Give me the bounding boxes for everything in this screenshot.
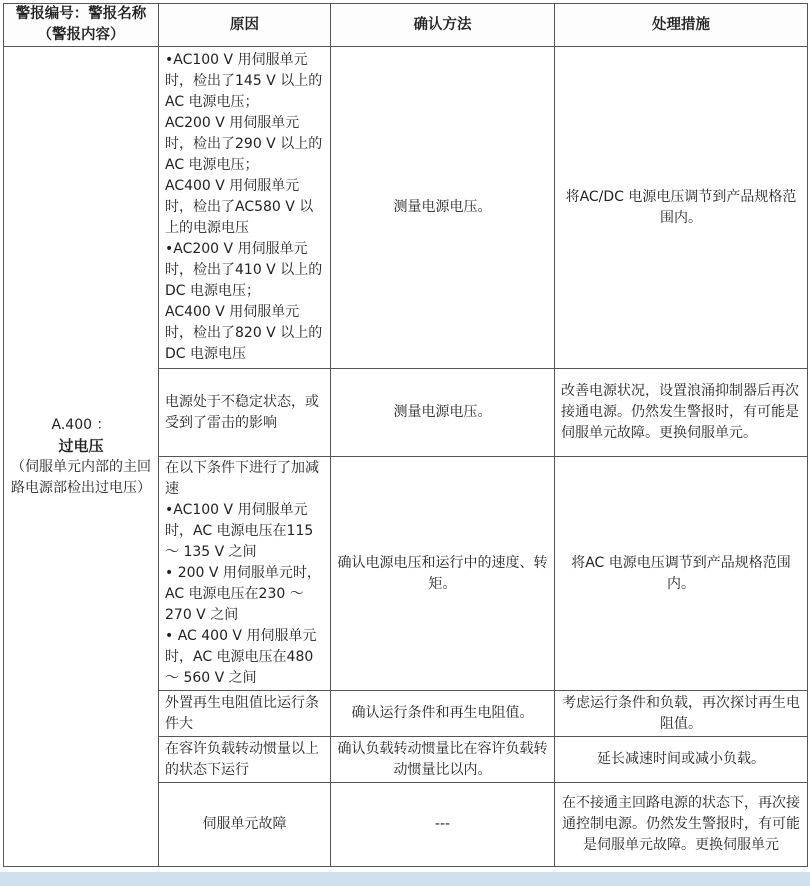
check-cell: 测量电源电压。	[331, 369, 555, 457]
alarm-cell	[4, 47, 159, 867]
bottom-band	[0, 872, 810, 886]
action-cell: 考虑运行条件和负载，再次探讨再生电阻值。	[555, 691, 808, 737]
action-cell: 将AC/DC 电源电压调节到产品规格范围内。	[555, 47, 808, 369]
cause-cell: 电源处于不稳定状态，或受到了雷击的影响	[159, 369, 331, 457]
action-cell: 改善电源状况，设置浪涌抑制器后再次接通电源。仍然发生警报时，有可能是伺服单元故障。更换伺服单元。	[555, 369, 808, 457]
check-cell: 确认电源电压和运行中的速度、转矩。	[331, 457, 555, 691]
cause-line: 在以下条件下进行了加减速	[165, 460, 319, 497]
alarm-code: A.400 ：	[51, 416, 111, 433]
cause-line: • AC 400 V 用伺服单元时，AC 电源电压在480 ～ 560 V 之间	[165, 628, 317, 686]
alarm-description: （伺服单元内部的主回路电源部检出过电压）	[11, 458, 151, 496]
cause-cell: 在容许负载转动惯量以上的状态下运行	[159, 737, 331, 783]
alarm-table	[3, 3, 808, 867]
cause-cell: 外置再生电阻值比运行条件大	[159, 691, 331, 737]
cause-line: •AC100 V 用伺服单元时，检出了145 V 以上的AC 电源电压；	[165, 52, 323, 110]
cause-cell	[159, 47, 331, 369]
action-cell: 在不接通主回路电源的状态下，再次接通控制电源。仍然发生警报时，有可能是伺服单元故障。更换伺服单元	[555, 783, 808, 867]
cause-line: •AC200 V 用伺服单元时，检出了410 V 以上的DC 电源电压；	[165, 241, 323, 299]
check-cell: 确认负载转动惯量比在容许负载转动惯量比以内。	[331, 737, 555, 783]
cause-cell	[159, 457, 331, 691]
cause-line: • 200 V 用伺服单元时，AC 电源电压在230 ～270 V 之间	[165, 565, 321, 623]
table-header-row	[4, 4, 808, 47]
table-row	[4, 47, 808, 369]
header-action: 处理措施	[555, 4, 808, 47]
cause-line: •AC100 V 用伺服单元时，AC 电源电压在115 ～ 135 V 之间	[165, 502, 314, 560]
cause-line: AC400 V 用伺服单元时，检出了AC580 V 以上的电源电压	[165, 178, 314, 236]
check-cell: 确认运行条件和再生电阻值。	[331, 691, 555, 737]
header-check-method: 确认方法	[331, 4, 555, 47]
cause-line: AC200 V 用伺服单元时，检出了290 V 以上的AC 电源电压；	[165, 115, 323, 173]
action-cell: 延长减速时间或减小负载。	[555, 737, 808, 783]
alarm-name: 过电压	[58, 436, 104, 455]
check-cell: 测量电源电压。	[331, 47, 555, 369]
header-cause: 原因	[159, 4, 331, 47]
cause-cell: 伺服单元故障	[159, 783, 331, 867]
cause-line: AC400 V 用伺服单元时，检出了820 V 以上的DC 电源电压	[165, 304, 323, 362]
action-cell: 将AC 电源电压调节到产品规格范围内。	[555, 457, 808, 691]
header-alarm: 警报编号：警报名称（警报内容）	[4, 4, 159, 47]
check-cell: ---	[331, 783, 555, 867]
